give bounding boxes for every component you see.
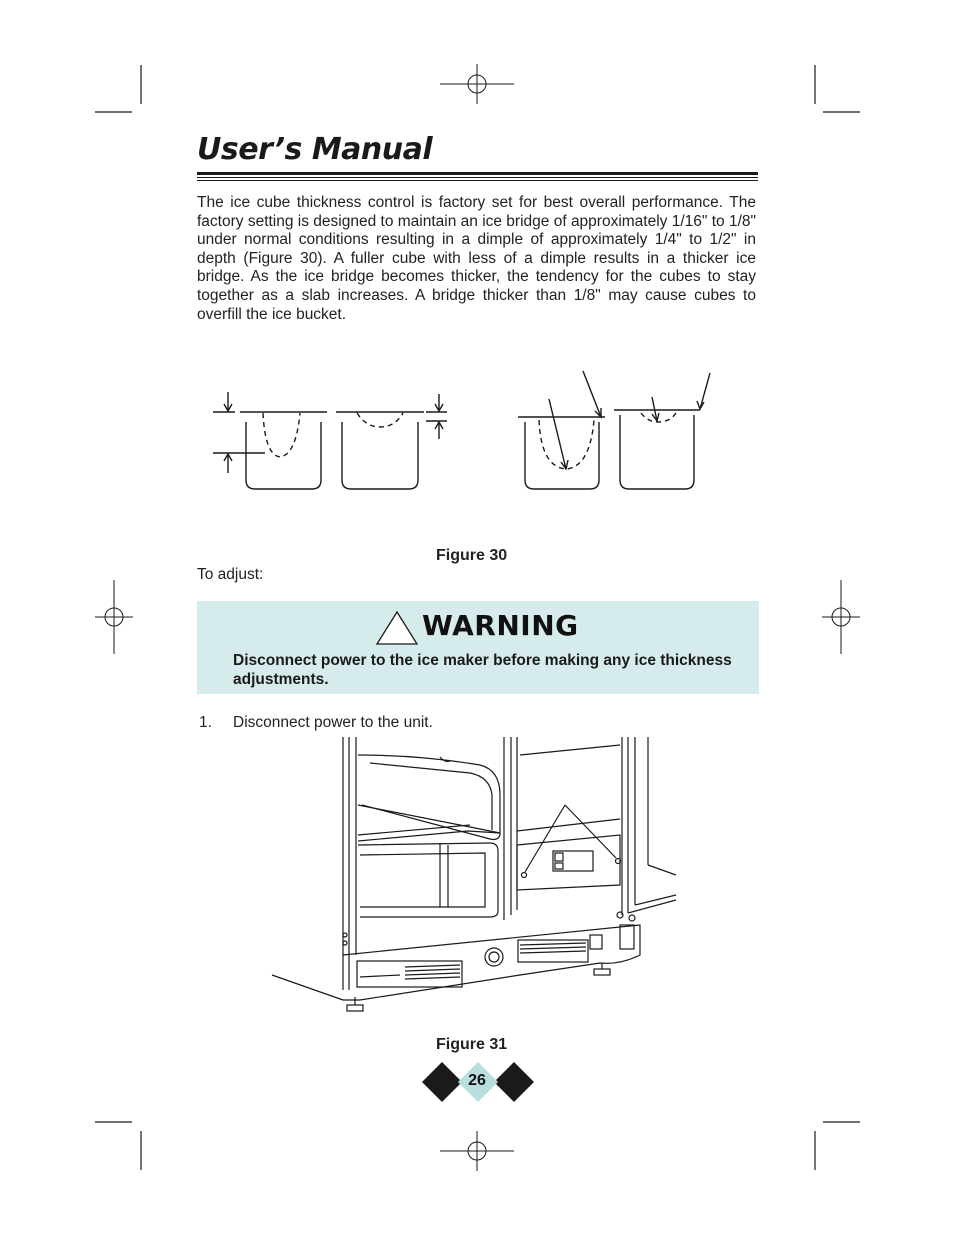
title-rule-thin	[197, 177, 758, 178]
leg-right	[594, 969, 610, 975]
step-1-number: 1.	[199, 714, 212, 731]
title-rule-thin-2	[197, 180, 758, 181]
intro-paragraph: The ice cube thickness control is factory set for best overall performance. The factory setting is designed to maintain an ice bridge of approximately 1/16" to 1/8" under normal conditions resulting in a dimple of approximately 1/4" to 1/2" in depth (Figure 30). A fuller cube with less of a dimple results in a thicker ice bridge. As the ice bridge becomes thicker, the tendency for the cubes to stay together as a slab increases. A bridge thicker than 1/8" may cause cubes to overfill the ice bucket.	[197, 194, 756, 323]
registration-mark-top	[440, 64, 514, 104]
mold-3-dimple	[539, 420, 594, 469]
mold-2	[342, 422, 418, 489]
registration-mark-right	[822, 580, 860, 654]
warning-triangle-icon	[375, 610, 419, 646]
page-title: User’s Manual	[197, 132, 433, 167]
warning-text: Disconnect power to the ice maker before making any ice thickness adjustments.	[233, 652, 732, 688]
warning-box	[197, 601, 759, 694]
upper-basket	[358, 755, 500, 840]
step-1-text: Disconnect power to the unit.	[233, 714, 433, 731]
warning-title: WARNING	[422, 609, 579, 642]
page-number: 26	[468, 1072, 486, 1089]
mold-3	[525, 422, 599, 489]
title-rule-thick	[197, 172, 758, 175]
mold-2-dimple	[357, 413, 403, 427]
mold-4	[620, 415, 694, 489]
thickness-dial	[485, 948, 503, 966]
leg-left	[347, 1005, 363, 1011]
ice-maker-panel	[517, 835, 620, 890]
right-diamond-icon	[494, 1062, 534, 1102]
mold-1-dimple	[263, 413, 300, 457]
registration-mark-bottom	[440, 1131, 514, 1171]
registration-mark-left	[95, 580, 133, 654]
figure-30-diagram	[0, 365, 954, 515]
figure-30-caption: Figure 30	[436, 547, 508, 564]
figure-31-caption: Figure 31	[436, 1036, 508, 1053]
mold-1	[246, 422, 321, 489]
left-diamond-icon	[422, 1062, 462, 1102]
kick-plate	[343, 925, 640, 1000]
adjust-label: To adjust:	[197, 566, 264, 583]
figure-31-illustration	[0, 735, 954, 1035]
